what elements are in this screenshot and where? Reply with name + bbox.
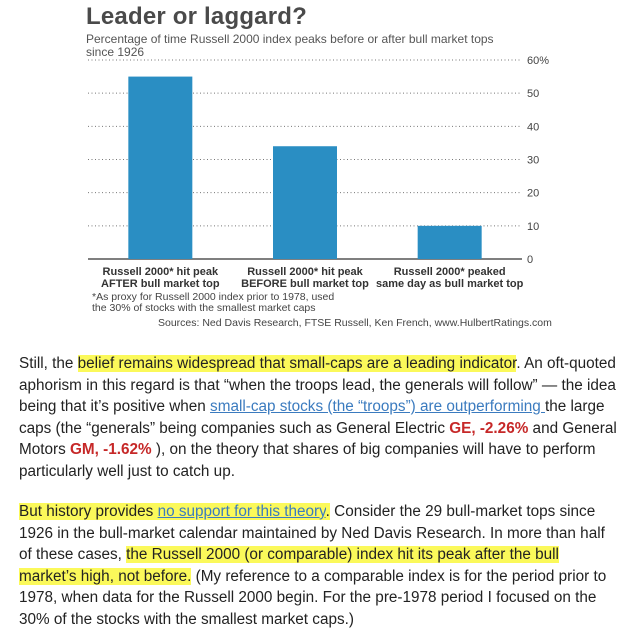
link-no-support[interactable]: no support for this theory xyxy=(157,503,326,520)
y-tick-label: 40 xyxy=(527,121,540,134)
text: and General Motors xyxy=(19,419,617,458)
highlighted-text: . xyxy=(325,503,330,520)
bar xyxy=(128,77,192,259)
y-tick-label: 30 xyxy=(527,154,540,167)
text: Still, the xyxy=(19,355,78,372)
chart-title: Leader or laggard? xyxy=(86,3,307,30)
link-small-cap-stocks[interactable]: small-cap stocks (the “troops”) are outperforming xyxy=(210,398,545,415)
chart-footnote xyxy=(92,292,392,314)
y-tick-label: 60% xyxy=(527,55,550,67)
x-tick-label: BEFORE bull market top xyxy=(241,278,369,290)
chart-subtitle: Percentage of time Russell 2000 index peaks before or after bull market tops since 1926 xyxy=(86,32,494,59)
text: ), on the theory that shares of big companies will have to perform particularly well just to catch up. xyxy=(19,441,596,480)
y-tick-label: 50 xyxy=(527,88,540,101)
x-tick-label: Russell 2000* peaked xyxy=(393,266,506,278)
chart-sources: Sources: Ned Davis Research, FTSE Russell, Ken French, www.HulbertRatings.com xyxy=(158,317,552,329)
bar xyxy=(418,226,482,259)
text: Consider the 29 bull-market tops since 1926 in the bull-market calendar maintained by Ned Davis Research. In more than half of these cases, xyxy=(19,503,605,563)
text: . An oft-quoted aphorism in this regard is that “when the troops lead, the generals will follow” — the idea being that it’s positive when xyxy=(19,355,616,415)
x-tick-label: Russell 2000* hit peak xyxy=(247,266,363,278)
highlighted-text: But history provides xyxy=(19,503,158,520)
article-paragraph-2 xyxy=(19,501,619,630)
y-tick-label: 10 xyxy=(527,220,540,233)
x-tick-label: same day as bull market top xyxy=(375,278,524,290)
bar xyxy=(273,146,337,259)
y-tick-label: 0 xyxy=(527,254,534,266)
text: the large caps (the “generals” being companies such as General Electric xyxy=(19,398,605,437)
highlighted-text: belief remains widespread that small-caps are a leading indicator xyxy=(77,355,517,372)
y-tick-label: 20 xyxy=(527,187,540,200)
ticker-ge[interactable]: GE, -2.26% xyxy=(449,419,529,437)
article-paragraph-1 xyxy=(19,353,619,482)
x-tick-label: AFTER bull market top xyxy=(101,278,220,290)
text: (My reference to a comparable index is for the period prior to 1978, when data for the Russell 2000 begin. For the pre-1978 period I focused on the 30% of the stocks with the smallest market caps.) xyxy=(19,567,607,628)
footnote-line: *As proxy for Russell 2000 index prior to 1978, used xyxy=(92,291,335,303)
footnote-line: the 30% of stocks with the smallest market caps xyxy=(92,302,316,314)
x-tick-label: Russell 2000* hit peak xyxy=(102,266,219,278)
highlighted-text: the Russell 2000 (or comparable) index hit its peak after the bull market’s high, not before. xyxy=(19,546,559,585)
ticker-gm[interactable]: GM, -1.62% xyxy=(70,441,152,458)
chart-plot-area xyxy=(0,0,623,300)
